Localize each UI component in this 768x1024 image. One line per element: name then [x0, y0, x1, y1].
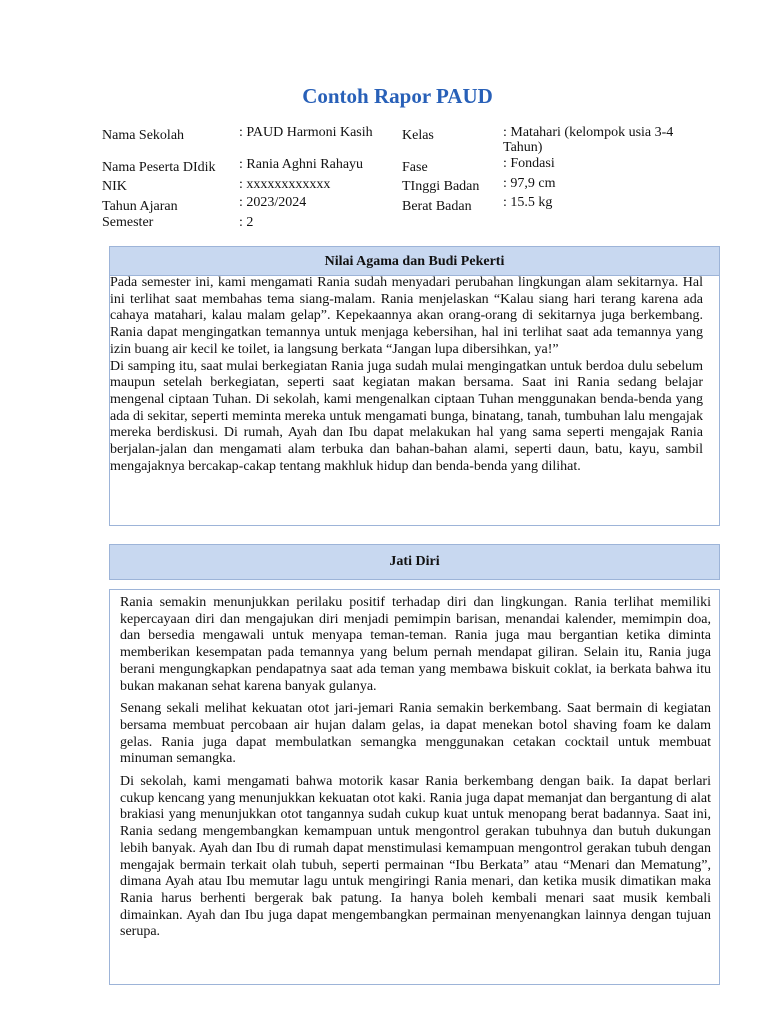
label-nik: NIK: [102, 179, 127, 194]
page-title: Contoh Rapor PAUD: [302, 84, 493, 108]
paragraph: Di samping itu, saat mulai berkegiatan Rania juga sudah mulai mengingatkan untuk berdoa dulu sebelum maupun setelah berkegiatan, seperti saat kegiatan makan bersama. Saat ini Rania sedang belajar mengenal ciptaan Tuhan. Di sekolah, kami mengenalkan ciptaan Tuhan menggunakan benda-benda yang ada di sekitar, seperti meminta mereka untuk mengamati bunga, binatang, tanah, tumbuhan lalu mengajak mereka berdiskusi. Di rumah, Ayah dan Ibu dapat melakukan hal yang sama seperti mengajak Rania berjalan-jalan dan mengamati alam terbuka dan bahan-bahan alami, seperti daun, batu, kayu, sambil mengajaknya bercakap-cakap tentang makhluk hidup dan benda-benda yang dilihat.: [110, 358, 703, 474]
label-fase: Fase: [402, 160, 428, 175]
label-berat-badan: Berat Badan: [402, 199, 472, 214]
nilai-agama-text: [110, 275, 703, 475]
label-nama-peserta-didik: Nama Peserta DIdik: [102, 160, 216, 175]
jati-diri-text: [120, 595, 711, 941]
value-tinggi-badan: : 97,9 cm: [503, 176, 556, 191]
value-kelas: : Matahari (kelompok usia 3-4 Tahun): [503, 125, 674, 155]
paragraph: Rania semakin menunjukkan perilaku positif terhadap diri dan lingkungan. Rania terlihat memiliki kepercayaan diri dan mengajukan diri menjadi pemimpin barisan, menandai kalender, memimpin doa, dan bersedia mengawali untuk menyapa teman-teman. Rania juga mau bergantian ketika diminta memberikan kesempatan pada temannya yang belum pernah mendapat giliran. Selain itu, Rania juga berani mengungkapkan pendapatnya saat ada teman yang membawa biskuit coklat, ia berkata bahwa itu bukan makanan sehat karena banyak gulanya.: [120, 595, 711, 694]
label-semester: Semester: [102, 215, 154, 230]
paragraph: Di sekolah, kami mengamati bahwa motorik kasar Rania berkembang dengan baik. Ia dapat berlari cukup kencang yang menunjukkan kekuatan otot kaki. Rania juga dapat memanjat dan bergantung di alat brakiasi yang menunjukkan otot tangannya sudah cukup kuat untuk menopang berat badannya. Saat ini, Rania sedang mengembangkan kemampuan untuk mengontrol gerakan tubuhnya dan butuh dukungan lebih banyak. Ayah dan Ibu di rumah dapat menstimulasi kemampuan mengontrol gerakan tubuh dengan mengajak bermain terkait olah tubuh, seperti permainan “Ibu Berkata” atau “Menari dan Mematung”, dimana Ayah atau Ibu memutar lagu untuk mengiringi Rania menari, dan ketika musik dimatikan maka Rania harus berhenti bergerak bak patung. Ia hanya boleh kembali menari saat musik kembali dimainkan. Ayah dan Ibu juga dapat mengembangkan permainan menyenangkan lainnya dengan tujuan serupa.: [120, 774, 711, 940]
label-tinggi-badan: TInggi Badan: [402, 179, 480, 194]
section-heading-jati-diri: Jati Diri: [109, 544, 720, 580]
paragraph: Pada semester ini, kami mengamati Rania sudah menyadari perubahan lingkungan alam sekitarnya. Hal ini terlihat saat membahas tema siang-malam. Rania menjelaskan “Kalau siang hari terang karena ada cahaya matahari, kalau malam gelap”. Kepekaannya akan orang-orang di sekitarnya juga berkembang. Rania dapat mengingatkan temannya untuk menjaga kebersihan, hal ini terlihat saat ada temannya yang izin buang air kecil ke toilet, ia langsung berkata “Jangan lupa dibersihkan, ya!”: [110, 275, 703, 357]
value-semester: : 2: [239, 215, 254, 230]
section-heading-nilai-agama: Nilai Agama dan Budi Pekerti: [109, 246, 720, 276]
label-kelas: Kelas: [402, 128, 434, 143]
value-berat-badan: : 15.5 kg: [503, 195, 553, 210]
value-tahun-ajaran: : 2023/2024: [239, 195, 307, 210]
value-nama-sekolah: : PAUD Harmoni Kasih: [239, 125, 373, 140]
label-nama-sekolah: Nama Sekolah: [102, 128, 185, 143]
value-nik: : xxxxxxxxxxxx: [239, 177, 331, 192]
label-tahun-ajaran: Tahun Ajaran: [102, 199, 178, 214]
paragraph: Senang sekali melihat kekuatan otot jari-jemari Rania semakin berkembang. Saat bermain di kegiatan bersama membuat percobaan air hujan dalam gelas, ia dapat menekan botol shaving foam ke dalam gelas. Rania juga dapat membulatkan semangka menggunakan cetakan cocktail untuk membuat minuman semangka.: [120, 701, 711, 767]
value-nama-peserta-didik: : Rania Aghni Rahayu: [239, 157, 364, 172]
value-fase: : Fondasi: [503, 156, 555, 171]
